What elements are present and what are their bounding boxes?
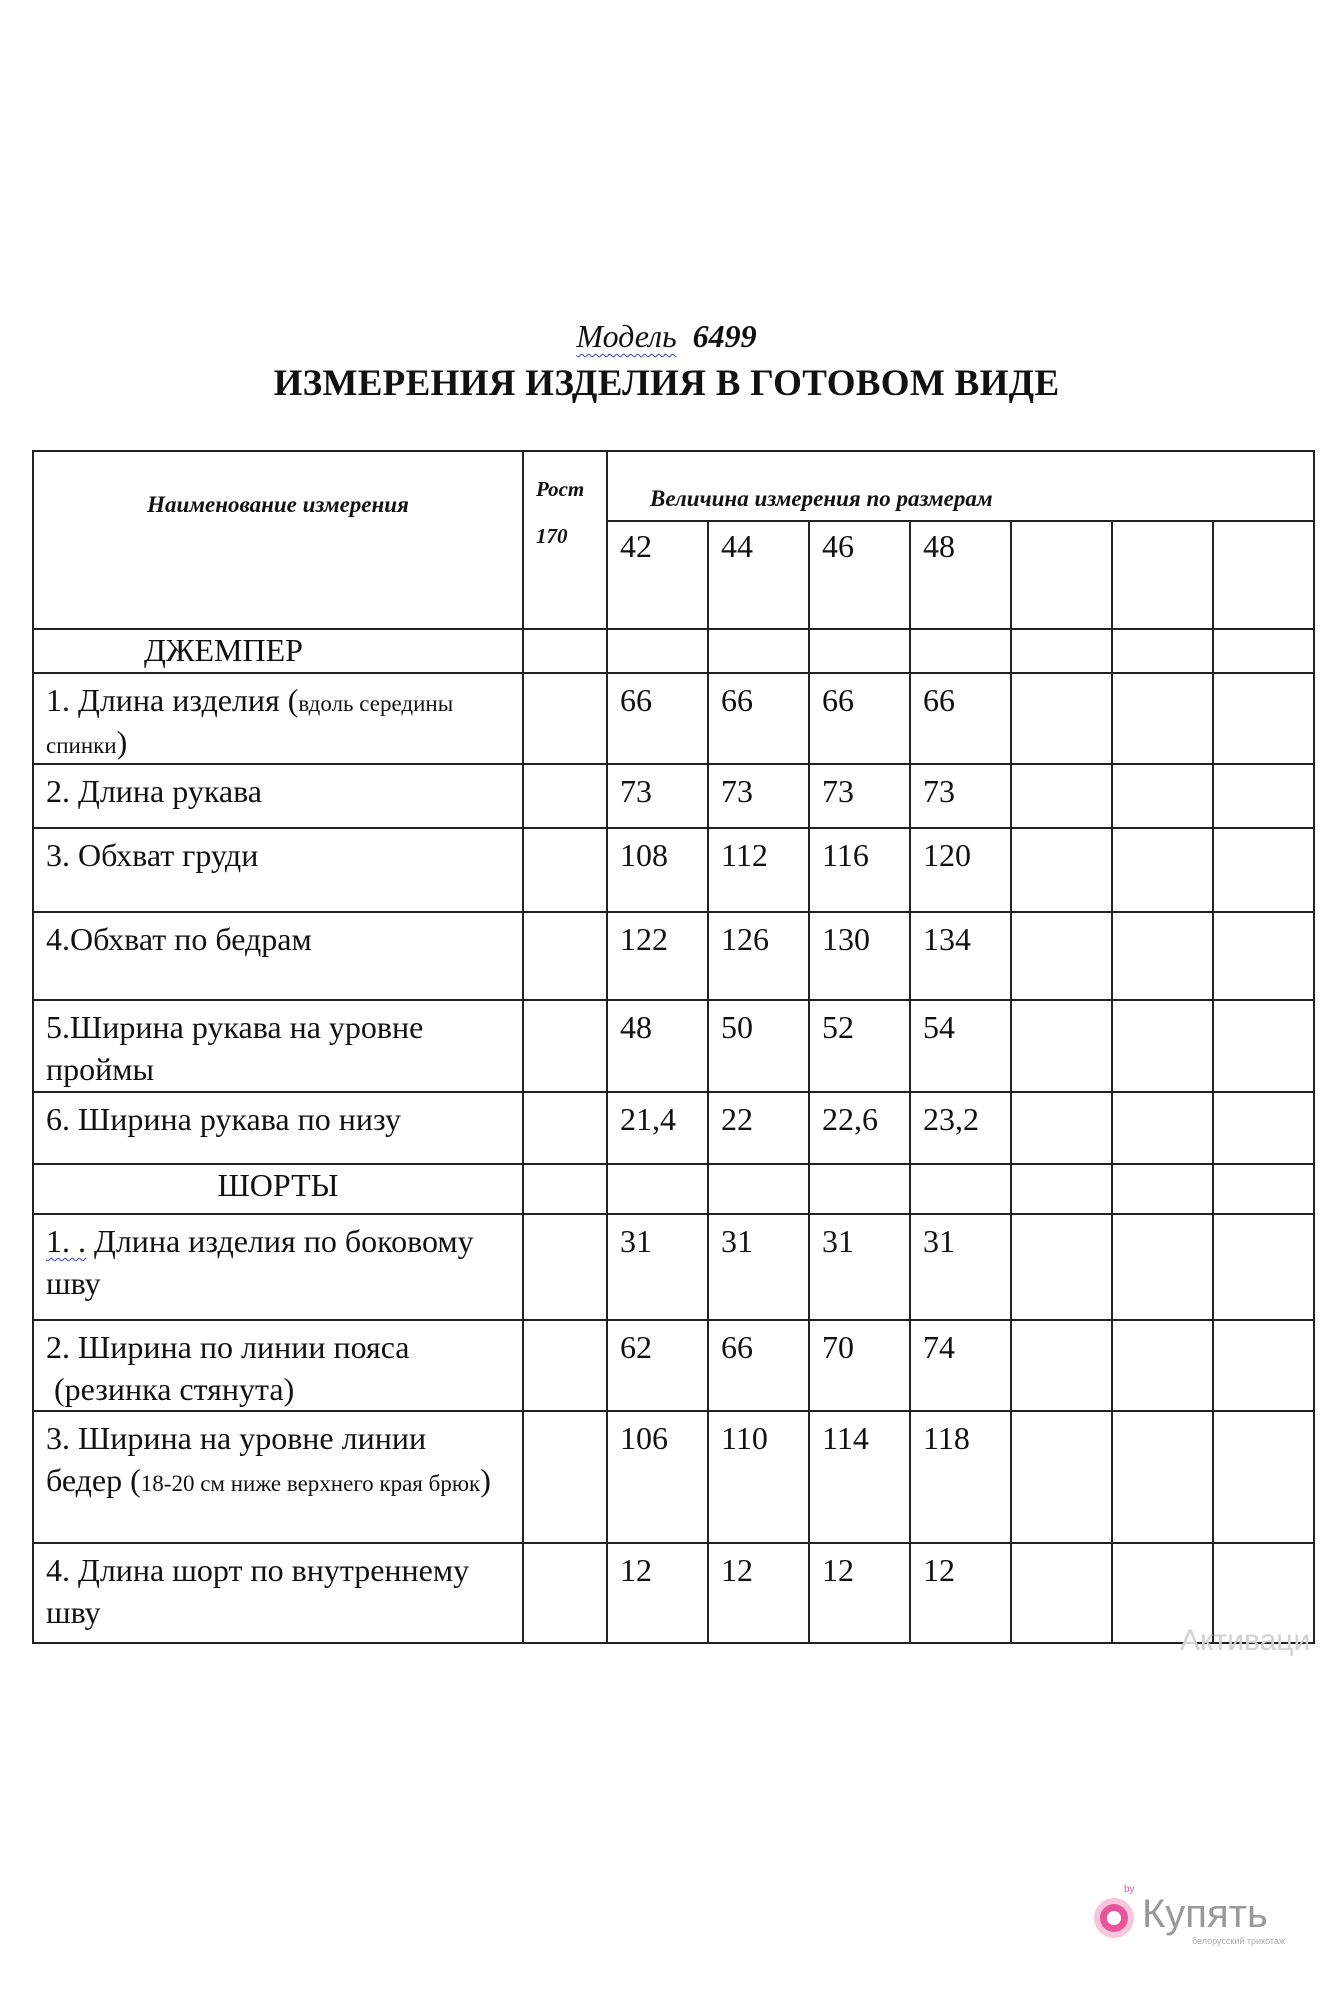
activation-watermark: Активаци — [1180, 1624, 1311, 1657]
value-cell: 110 — [708, 1411, 809, 1543]
row-label: 1. . Длина изделия по боковому шву — [33, 1214, 523, 1320]
value-cell: 31 — [607, 1214, 708, 1320]
section-header-shorts: ШОРТЫ — [33, 1164, 523, 1214]
size-header-cell — [1011, 521, 1112, 629]
document-title: ИЗМЕРЕНИЯ ИЗДЕЛИЯ В ГОТОВОМ ВИДЕ — [273, 363, 1060, 404]
value-cell: 31 — [809, 1214, 910, 1320]
value-cell: 31 — [708, 1214, 809, 1320]
table-row — [33, 1543, 1314, 1643]
value-cell: 66 — [708, 673, 809, 764]
value-cell: 31 — [910, 1214, 1011, 1320]
sizes-header: Величина измерения по размерам — [607, 451, 1314, 521]
model-label: Модель — [576, 318, 677, 354]
value-cell: 66 — [910, 673, 1011, 764]
column-header-name: Наименование измерения — [33, 451, 523, 629]
value-cell: 70 — [809, 1320, 910, 1411]
brand-logo-icon — [1092, 1896, 1136, 1940]
value-cell: 134 — [910, 912, 1011, 1000]
table-row — [33, 1000, 1314, 1092]
brand-name: Купять — [1142, 1892, 1268, 1936]
table-row — [33, 764, 1314, 828]
value-cell: 73 — [809, 764, 910, 828]
brand-badge: by — [1124, 1884, 1135, 1895]
model-line — [0, 318, 1333, 355]
table-row — [33, 673, 1314, 764]
table-row — [33, 912, 1314, 1000]
value-cell: 23,2 — [910, 1092, 1011, 1164]
row-label: 3. Ширина на уровне линии бедер (18-20 см ниже верхнего края брюк) — [33, 1411, 523, 1543]
value-cell: 73 — [607, 764, 708, 828]
value-cell: 50 — [708, 1000, 809, 1092]
value-cell: 22 — [708, 1092, 809, 1164]
value-cell: 62 — [607, 1320, 708, 1411]
row-label: 4.Обхват по бедрам — [33, 912, 523, 1000]
value-cell: 22,6 — [809, 1092, 910, 1164]
value-cell: 12 — [607, 1543, 708, 1643]
value-cell: 130 — [809, 912, 910, 1000]
growth-header — [523, 451, 607, 629]
value-cell: 66 — [607, 673, 708, 764]
value-cell: 48 — [607, 1000, 708, 1092]
section-header-jumper: ДЖЕМПЕР — [33, 629, 523, 673]
growth-label: Рост — [536, 477, 585, 501]
size-header-cell: 46 — [809, 521, 910, 629]
value-cell: 116 — [809, 828, 910, 912]
value-cell: 12 — [809, 1543, 910, 1643]
row-label: 1. Длина изделия (вдоль середины спинки) — [33, 673, 523, 764]
table-row — [33, 1214, 1314, 1320]
growth-value: 170 — [536, 524, 568, 549]
value-cell: 12 — [708, 1543, 809, 1643]
size-header-cell — [1112, 521, 1213, 629]
brand-tagline: белорусский трикотаж — [1192, 1936, 1285, 1946]
brand-logo — [1092, 1884, 1312, 1948]
value-cell: 122 — [607, 912, 708, 1000]
row-label: 5.Ширина рукава на уровне проймы — [33, 1000, 523, 1092]
value-cell: 73 — [910, 764, 1011, 828]
size-header-cell: 44 — [708, 521, 809, 629]
table-row — [33, 1320, 1314, 1411]
row-label: 2. Длина рукава — [33, 764, 523, 828]
value-cell: 21,4 — [607, 1092, 708, 1164]
value-cell: 118 — [910, 1411, 1011, 1543]
value-cell: 74 — [910, 1320, 1011, 1411]
value-cell: 12 — [910, 1543, 1011, 1643]
table-row — [33, 828, 1314, 912]
value-cell: 126 — [708, 912, 809, 1000]
value-cell: 66 — [809, 673, 910, 764]
row-label: 2. Ширина по линии пояса (резинка стянута) — [33, 1320, 523, 1411]
row-label: 3. Обхват груди — [33, 828, 523, 912]
model-number: 6499 — [692, 318, 757, 354]
table-row — [33, 1411, 1314, 1543]
size-header-cell — [1213, 521, 1314, 629]
value-cell: 120 — [910, 828, 1011, 912]
row-label: 6. Ширина рукава по низу — [33, 1092, 523, 1164]
value-cell: 112 — [708, 828, 809, 912]
value-cell: 114 — [809, 1411, 910, 1543]
table-row — [33, 1092, 1314, 1164]
value-cell: 73 — [708, 764, 809, 828]
row-label: 4. Длина шорт по внутреннему шву — [33, 1543, 523, 1643]
size-header-cell: 42 — [607, 521, 708, 629]
value-cell: 108 — [607, 828, 708, 912]
value-cell: 66 — [708, 1320, 809, 1411]
value-cell: 54 — [910, 1000, 1011, 1092]
measurement-table — [32, 450, 1315, 1644]
value-cell: 52 — [809, 1000, 910, 1092]
value-cell: 106 — [607, 1411, 708, 1543]
size-header-cell: 48 — [910, 521, 1011, 629]
